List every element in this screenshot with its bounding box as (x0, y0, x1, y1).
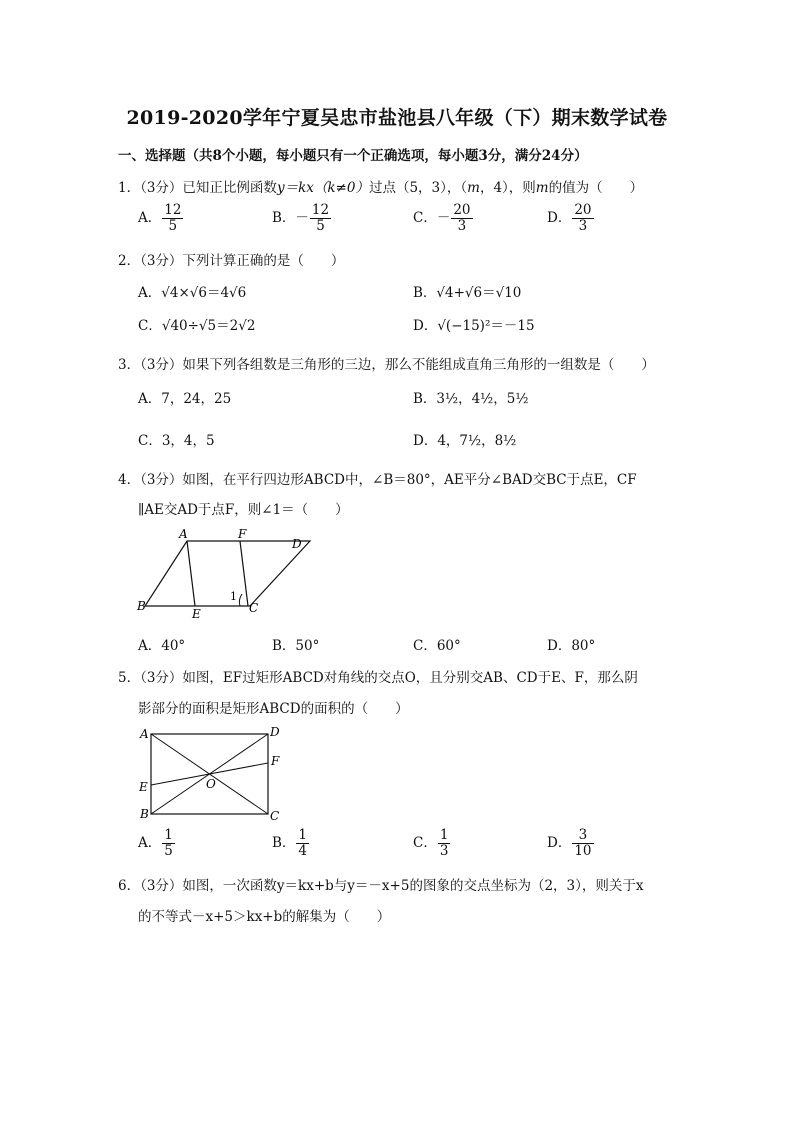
q3-option-a (138, 387, 231, 407)
question-5-line-2: 影部分的面积是矩形ABCD的面积的（ ） (138, 701, 409, 717)
denominator: 4 (298, 842, 308, 859)
q4-option-b (272, 634, 319, 654)
option-expression: √(−15)²＝－15 (437, 318, 535, 334)
label-b: B (140, 807, 149, 821)
label-d: D (270, 725, 280, 739)
q3-option-d (413, 429, 516, 449)
label-e: E (192, 607, 201, 621)
question-2 (118, 249, 344, 269)
q5-option-a (138, 828, 176, 859)
q1-m: m (467, 180, 480, 196)
numerator: 20 (453, 202, 471, 218)
q3-option-c (138, 429, 215, 449)
q3-number: 3． (118, 357, 141, 373)
fraction (572, 828, 593, 859)
label-a: A (140, 727, 149, 741)
option-expression: √4×√6＝4√6 (161, 285, 247, 301)
option-text: 7，24，25 (161, 391, 232, 407)
q1-option-b (272, 203, 332, 234)
denominator: 10 (574, 842, 592, 859)
parallelogram-abcd (145, 541, 310, 606)
label-c: C (270, 809, 280, 823)
label-f: F (271, 754, 280, 768)
label-b: B (137, 599, 146, 613)
angle-1-arc (239, 594, 242, 606)
fraction (162, 203, 183, 234)
option-expression: √4+√6＝√10 (436, 285, 522, 301)
q1-text-c: ，4），则 (479, 180, 536, 196)
label-c: C (249, 601, 259, 615)
q1-text-d: 的值为（ ） (548, 180, 644, 196)
option-label: A． (138, 209, 162, 226)
fraction (162, 828, 175, 859)
numerator: 3 (572, 828, 593, 844)
q1-option-a (138, 203, 184, 234)
fraction (310, 203, 331, 234)
question-4-line-2: ∥AE交AD于点F，则∠1＝（ ） (138, 502, 349, 518)
q4-parallelogram-figure (130, 524, 320, 624)
question-3 (118, 353, 655, 373)
option-label: B． (413, 285, 437, 301)
q5-text-line-1: （3分）如图，EF过矩形ABCD对角线的交点O，且分别交AB、CD于E、F，那么阴 (140, 670, 638, 686)
q4-number: 4． (118, 472, 141, 488)
question-4-line-1 (118, 468, 637, 488)
label-o: O (206, 777, 216, 791)
section-heading: 一、选择题（共8个小题，每小题只有一个正确选项，每小题3分，满分24分） (118, 148, 588, 164)
q1-number: 1． (118, 180, 141, 196)
fraction (451, 203, 472, 234)
option-text: 50° (295, 638, 320, 654)
q5-option-c (413, 828, 451, 859)
option-label: B． (272, 209, 296, 226)
option-label: A． (138, 285, 162, 301)
q4-option-c (413, 634, 461, 654)
label-d: D (292, 537, 302, 551)
fraction (296, 828, 309, 859)
q3-text: （3分）如果下列各组数是三角形的三边，那么不能组成直角三角形的一组数是（ ） (140, 357, 655, 373)
numerator: 1 (164, 827, 173, 843)
option-expression: √40÷√5＝2√2 (161, 318, 256, 334)
segment-ae (187, 541, 195, 606)
option-label: D． (413, 433, 438, 449)
q2-option-b (413, 281, 521, 301)
option-text: 4，7½，8½ (437, 433, 517, 449)
q5-rectangle-figure (130, 722, 290, 827)
option-label: C． (413, 834, 437, 851)
option-label: D． (413, 318, 438, 334)
label-a: A (179, 527, 188, 541)
option-label: C． (413, 638, 437, 654)
option-label: C． (138, 433, 162, 449)
option-label: D． (547, 209, 572, 226)
label-angle-1: 1 (230, 590, 237, 603)
option-text: 80° (571, 638, 596, 654)
option-label: C． (138, 318, 162, 334)
question-5-line-1 (118, 666, 638, 686)
q5-option-b (272, 828, 310, 859)
option-sign: － (295, 209, 309, 226)
option-text: 40° (161, 638, 186, 654)
q2-text: （3分）下列计算正确的是（ ） (140, 253, 345, 269)
q5-option-d (547, 828, 595, 859)
denominator: 5 (316, 217, 325, 234)
page-title: 2019-2020学年宁夏吴忠市盐池县八年级（下）期末数学试卷 (126, 107, 668, 129)
denominator: 5 (168, 217, 178, 234)
question-6-line-2: 的不等式－x+5＞kx+b的解集为（ ） (138, 909, 391, 925)
numerator: 1 (298, 827, 308, 843)
q1-text-a: （3分）已知正比例函数 (140, 180, 277, 196)
q2-number: 2． (118, 253, 141, 269)
option-label: A． (138, 638, 162, 654)
q4-text-line-1: （3分）如图，在平行四边形ABCD中，∠B＝80°，AE平分∠BAD交BC于点E，CF (140, 472, 637, 488)
denominator: 5 (164, 842, 173, 859)
denominator: 3 (457, 217, 467, 234)
q6-text-line-1: （3分）如图，一次函数y＝kx+b与y＝－x+5的图象的交点坐标为（2，3），则关于x (140, 878, 644, 894)
option-label: D． (547, 638, 572, 654)
q2-option-c (138, 314, 255, 334)
q2-option-a (138, 281, 246, 301)
numerator: 1 (439, 827, 449, 843)
numerator: 12 (311, 202, 330, 218)
option-label: B． (272, 834, 296, 851)
question-1 (118, 176, 643, 196)
option-label: A． (138, 834, 162, 851)
q1-m2: m (535, 180, 549, 196)
option-label: D． (547, 834, 572, 851)
option-label: B． (272, 638, 296, 654)
option-sign: － (436, 209, 451, 226)
option-label: C． (413, 209, 437, 226)
label-f: F (238, 527, 247, 541)
numerator: 12 (164, 202, 182, 218)
denominator: 3 (578, 217, 588, 234)
q1-option-d (547, 203, 595, 234)
q6-number: 6． (118, 878, 141, 894)
fraction (572, 203, 593, 234)
option-text: 3，4，5 (161, 433, 215, 449)
q2-option-d (413, 314, 535, 334)
q3-option-b (413, 387, 528, 407)
q1-text-b: 过点（5，3），（ (368, 180, 468, 196)
q5-number: 5． (118, 670, 141, 686)
numerator: 20 (574, 202, 592, 218)
q4-option-a (138, 634, 185, 654)
label-e: E (139, 780, 148, 794)
denominator: 3 (439, 842, 449, 859)
q4-option-d (547, 634, 595, 654)
option-label: A． (138, 391, 162, 407)
option-text: 60° (436, 638, 461, 654)
q1-formula: y＝kx（k≠0） (276, 180, 369, 196)
fraction (438, 828, 451, 859)
q1-option-c (413, 203, 474, 234)
option-text: 3½，4½，5½ (436, 391, 529, 407)
question-6-line-1 (118, 874, 644, 894)
option-label: B． (413, 391, 437, 407)
